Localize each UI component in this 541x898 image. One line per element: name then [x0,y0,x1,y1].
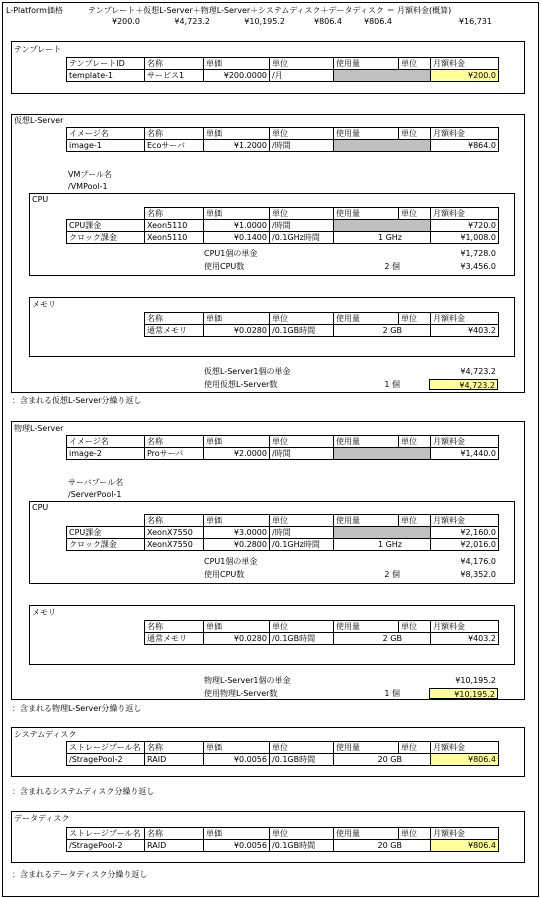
col-unit-price: 単価 [204,436,270,448]
image-id: image-1 [67,140,145,152]
cpu-name: Xeon5110 [145,220,204,232]
col-monthly: 月額料金 [431,621,499,633]
image-usage [334,140,431,152]
cpu-usage [334,527,431,539]
physical-section-title: 物理L-Server [14,424,64,433]
cpu-total: ¥3,456.0 [460,262,496,271]
server-single-value: ¥10,195.2 [455,676,496,685]
physical-repeat-note: ：含まれる物理L-Server分繰り返し [12,704,142,713]
col-template-id: テンプレートID [67,58,145,70]
disk-name: RAID [145,840,204,852]
virtual-repeat-note: ：含まれる仮想L-Server分繰り返し [12,396,142,405]
server-single-value: ¥4,723.2 [460,367,496,376]
charge-label: クロック課金 [67,232,145,244]
memory-usage: 2 GB [334,325,431,337]
charge-label: CPU課金 [67,220,145,232]
col-name: 名称 [145,436,204,448]
col-name: 名称 [145,742,204,754]
table-row [145,633,499,645]
cpu-total: ¥8,352.0 [460,570,496,579]
col-usage: 使用量 [334,208,399,220]
col-unit: 単位 [270,828,334,840]
disk-name: RAID [145,754,204,766]
image-monthly: ¥1,440.0 [431,448,499,460]
template-price: ¥200.0000 [204,70,270,82]
disk-price: ¥0.0056 [204,840,270,852]
col-unit: 単位 [270,313,334,325]
col-unit-price: 単価 [204,58,270,70]
table-row [67,140,499,152]
col-usage: 使用量 [334,828,399,840]
col-usage-unit: 単位 [399,515,431,527]
col-unit: 単位 [270,436,334,448]
memory-price: ¥0.0280 [204,633,270,645]
cpu-usage: 1 GHz [334,539,431,551]
cpu-unit: /0.1GHz時間 [270,232,334,244]
physical-cpu-table [66,514,499,551]
col-name: 名称 [145,621,204,633]
memory-name: 通常メモリ [145,633,204,645]
cpu-single-label: CPU1個の単金 [204,557,258,566]
template-table [66,57,499,82]
image-unit: /時間 [270,448,334,460]
serverpool-value: /ServerPool-1 [68,490,122,499]
cpu-price: ¥3.0000 [204,527,270,539]
virtual-total: ¥4,723.2 [174,17,210,26]
virtual-cpu-table [66,207,499,244]
col-usage: 使用量 [334,58,399,70]
disk-monthly: ¥806.4 [431,754,499,766]
cpu-unit: /時間 [270,527,334,539]
col-unit-price: 単価 [204,621,270,633]
data-disk-title: データディスク [14,814,70,823]
col-unit-price: 単価 [204,208,270,220]
memory-usage: 2 GB [334,633,431,645]
cpu-single-value: ¥4,176.0 [460,557,496,566]
col-unit-price: 単価 [204,313,270,325]
storage-pool: /StragePool-2 [67,754,145,766]
memory-monthly: ¥403.2 [431,325,499,337]
physical-memory-title: メモリ [32,608,56,617]
table-row [67,840,499,852]
col-unit: 単位 [270,515,334,527]
disk-unit: /0.1GB時間 [270,754,334,766]
memory-price: ¥0.0280 [204,325,270,337]
col-name: 名称 [145,828,204,840]
cpu-count: 2 個 [384,570,400,579]
col-unit: 単位 [270,621,334,633]
col-usage-unit: 単位 [399,621,431,633]
cpu-usage: 1 GHz [334,232,431,244]
table-row [67,232,499,244]
system-disk-repeat-note: ：含まれるシステムディスク分繰り返し [12,787,155,796]
template-name: サービス1 [145,70,204,82]
template-usage [334,70,431,82]
image-monthly: ¥864.0 [431,140,499,152]
table-row [145,325,499,337]
col-usage-unit: 単位 [399,313,431,325]
col-usage-unit: 単位 [399,128,431,140]
physical-memory-table [144,620,499,645]
col-monthly: 月額料金 [431,436,499,448]
physical-total: ¥10,195.2 [244,17,285,26]
col-image-name: イメージ名 [67,128,145,140]
col-name: 名称 [145,128,204,140]
col-usage-unit: 単位 [399,828,431,840]
col-monthly: 月額料金 [431,313,499,325]
virtual-memory-table [144,312,499,337]
col-unit-price: 単価 [204,742,270,754]
price-formula: テンプレート＋仮想L-Server＋物理L-Server＋システムディスク＋データディスク ＝ 月額料金(概算) [88,6,452,15]
storage-pool: /StragePool-2 [67,840,145,852]
col-storage-pool: ストレージプール名 [67,828,145,840]
cpu-single-label: CPU1個の単金 [204,249,258,258]
cpu-count: 2 個 [384,262,400,271]
disk-monthly: ¥806.4 [431,840,499,852]
physical-cpu-title: CPU [32,503,49,512]
image-price: ¥1.2000 [204,140,270,152]
col-unit: 単位 [270,208,334,220]
col-monthly: 月額料金 [431,515,499,527]
col-monthly: 月額料金 [431,58,499,70]
col-usage-unit: 単位 [399,58,431,70]
col-usage: 使用量 [334,742,399,754]
col-usage: 使用量 [334,621,399,633]
template-section-title: テンプレート [14,45,62,54]
cpu-unit: /0.1GHz時間 [270,539,334,551]
image-id: image-2 [67,448,145,460]
table-row [67,539,499,551]
disk-unit: /0.1GB時間 [270,840,334,852]
template-total: ¥200.0 [112,17,140,26]
data-disk-table [66,827,499,852]
template-unit: /月 [270,70,334,82]
col-storage-pool: ストレージプール名 [67,742,145,754]
template-monthly: ¥200.0 [431,70,499,82]
col-usage: 使用量 [334,515,399,527]
cpu-name: XeonX7550 [145,539,204,551]
col-usage-unit: 単位 [399,436,431,448]
image-name: Proサーバ [145,448,204,460]
server-single-label: 仮想L-Server1個の単金 [204,367,291,376]
cpu-price: ¥0.1400 [204,232,270,244]
image-name: Ecoサーバ [145,140,204,152]
virtual-memory-title: メモリ [32,300,56,309]
vmpool-value: /VMPool-1 [68,182,108,191]
server-single-label: 物理L-Server1個の単金 [204,676,291,685]
physical-image-table [66,435,499,460]
table-row [67,220,499,232]
table-row [67,448,499,460]
cpu-monthly: ¥720.0 [431,220,499,232]
virtual-section-title: 仮想L-Server [14,116,64,125]
cpu-monthly: ¥2,160.0 [431,527,499,539]
server-count-label: 使用物理L-Server数 [204,689,278,698]
cpu-name: Xeon5110 [145,232,204,244]
col-name: 名称 [145,208,204,220]
cpu-usage [334,220,431,232]
col-name: 名称 [145,515,204,527]
server-count: 1 個 [384,380,400,389]
cpu-single-value: ¥1,728.0 [460,249,496,258]
image-price: ¥2.0000 [204,448,270,460]
template-id: template-1 [67,70,145,82]
virtual-cpu-title: CPU [32,195,49,204]
col-monthly: 月額料金 [431,128,499,140]
system-disk-total: ¥806.4 [314,17,342,26]
col-usage: 使用量 [334,128,399,140]
disk-usage: 20 GB [334,840,431,852]
disk-usage: 20 GB [334,754,431,766]
server-total: ¥4,723.2 [429,379,498,390]
charge-label: クロック課金 [67,539,145,551]
server-count-label: 使用仮想L-Server数 [204,380,278,389]
table-row [67,754,499,766]
col-usage: 使用量 [334,313,399,325]
col-unit: 単位 [270,128,334,140]
col-monthly: 月額料金 [431,742,499,754]
page-title: L-Platform価格 [6,6,63,15]
col-unit: 単位 [270,58,334,70]
col-monthly: 月額料金 [431,208,499,220]
col-image-name: イメージ名 [67,436,145,448]
serverpool-label: サーバプール名 [68,478,124,487]
data-disk-total: ¥806.4 [364,17,392,26]
memory-unit: /0.1GB時間 [270,325,334,337]
system-disk-table [66,741,499,766]
col-name: 名称 [145,313,204,325]
col-monthly: 月額料金 [431,828,499,840]
col-usage: 使用量 [334,436,399,448]
image-usage [334,448,431,460]
col-usage-unit: 単位 [399,742,431,754]
col-name: 名称 [145,58,204,70]
server-total: ¥10,195.2 [429,688,498,699]
cpu-monthly: ¥2,016.0 [431,539,499,551]
cpu-price: ¥0.2800 [204,539,270,551]
cpu-count-label: 使用CPU数 [204,570,245,579]
system-disk-title: システムディスク [14,730,77,739]
disk-price: ¥0.0056 [204,754,270,766]
table-row [67,527,499,539]
vmpool-label: VMプール名 [68,170,112,179]
col-unit-price: 単価 [204,515,270,527]
charge-label: CPU課金 [67,527,145,539]
col-unit-price: 単価 [204,128,270,140]
col-usage-unit: 単位 [399,208,431,220]
cpu-monthly: ¥1,008.0 [431,232,499,244]
data-disk-repeat-note: ：含まれるデータディスク分繰り返し [12,870,148,879]
memory-unit: /0.1GB時間 [270,633,334,645]
col-unit: 単位 [270,742,334,754]
grand-total: ¥16,731 [458,17,492,26]
image-unit: /時間 [270,140,334,152]
server-count: 1 個 [384,689,400,698]
cpu-unit: /時間 [270,220,334,232]
cpu-count-label: 使用CPU数 [204,262,245,271]
cpu-name: XeonX7550 [145,527,204,539]
cpu-price: ¥1.0000 [204,220,270,232]
memory-name: 通常メモリ [145,325,204,337]
virtual-image-table [66,127,499,152]
col-unit-price: 単価 [204,828,270,840]
memory-monthly: ¥403.2 [431,633,499,645]
table-row [67,70,499,82]
